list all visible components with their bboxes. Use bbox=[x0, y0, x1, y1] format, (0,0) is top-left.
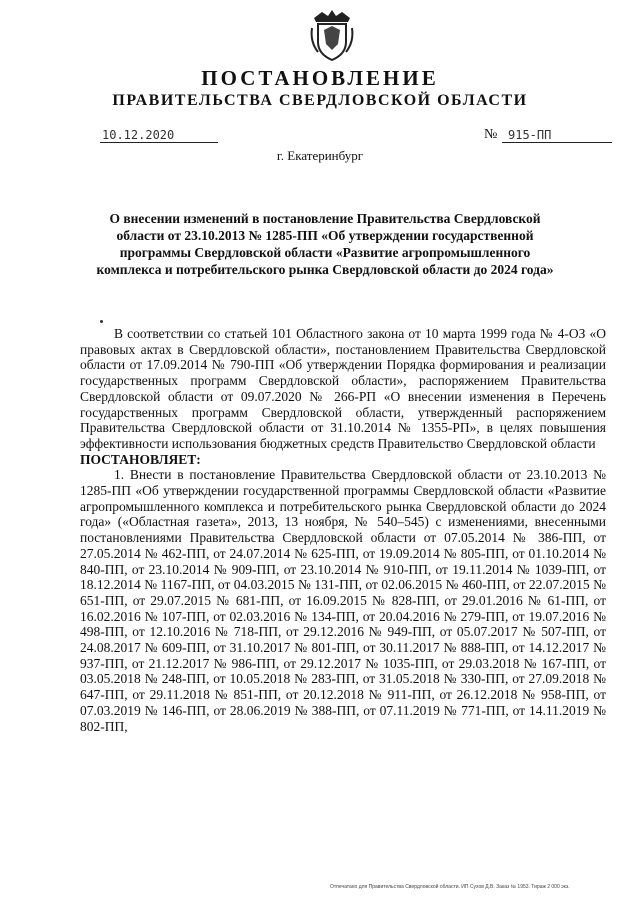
number-sign: № bbox=[484, 127, 498, 142]
preamble-paragraph: В соответствии со статьей 101 Областного закона от 10 марта 1999 года № 4-ОЗ «О правовых актах в Свердловской области», постановлением Правительства Свердловской области от 17.09.2014 № 790-ПП «Об утверждении Порядка формирования и реализации государственных программ Свердловской области», распоряжением Правительства Свердловской области от 09.07.2020 № 266-РП «О внесении изменения в Перечень государственных программ Свердловской области, утвержденный распоряжением Правительства Свердловской области от 31.10.2014 № 1355-РП», в целях повышения эффективности использования бюджетных средств Правительство Свердловской области bbox=[80, 326, 606, 451]
resolves-label: ПОСТАНОВЛЯЕТ: bbox=[80, 451, 201, 467]
issuer-title: ПРАВИТЕЛЬСТВА СВЕРДЛОВСКОЙ ОБЛАСТИ bbox=[112, 92, 528, 109]
item-1-paragraph: 1. Внести в постановление Правительства Свердловской области от 23.10.2013 № 1285-ПП «Об утверждении государственной программы Свердловской области «Развитие агропромышленного комплекса и потребительского рынка Свердловской области до 2024 года» («Областная газета», 2013, 13 ноября, № 540–545) с изменениями, внесенными постановлениями Правительства Свердловской области от 07.05.2014 № 386-ПП, от 27.05.2014 № 462-ПП, от 24.07.2014 № 625-ПП, от 19.09.2014 № 805-ПП, от 01.10.2014 № 840-ПП, от 23.10.2014 № 909-ПП, от 23.10.2014 № 910-ПП, от 19.11.2014 № 1039-ПП, от 18.12.2014 № 1167-ПП, от 04.03.2015 № 131-ПП, от 02.06.2015 № 460-ПП, от 22.07.2015 № 651-ПП, от 29.07.2015 № 681-ПП, от 16.09.2015 № 828-ПП, от 29.01.2016 № 61-ПП, от 16.02.2016 № 107-ПП, от 02.03.2016 № 134-ПП, от 20.04.2016 № 279-ПП, от 19.07.2016 № 498-ПП, от 12.10.2016 № 718-ПП, от 29.12.2016 № 949-ПП, от 05.07.2017 № 507-ПП, от 24.08.2017 № 609-ПП, от 31.10.2017 № 801-ПП, от 30.11.2017 № 888-ПП, от 14.12.2017 № 937-ПП, от 21.12.2017 № 986-ПП, от 29.12.2017 № 1035-ПП, от 29.03.2018 № 167-ПП, от 03.05.2018 № 248-ПП, от 10.05.2018 № 283-ПП, от 31.05.2018 № 330-ПП, от 27.09.2018 № 647-ПП, от 29.11.2018 № 851-ПП, от 20.12.2018 № 911-ПП, от 26.12.2018 № 958-ПП, от 07.03.2019 № 146-ПП, от 28.06.2019 № 388-ПП, от 07.11.2019 № 771-ПП, от 14.11.2019 № 802-ПП, bbox=[80, 467, 606, 734]
scan-speck bbox=[100, 320, 103, 323]
city-label: г. Екатеринбург bbox=[276, 148, 364, 163]
coat-of-arms-icon bbox=[308, 8, 356, 64]
document-type-title: ПОСТАНОВЛЕНИЕ bbox=[201, 66, 439, 90]
printer-imprint: Отпечатано для Правительства Свердловской области. ИП Сухов Д.В. Заказ № 1953. Тираж 2 000 экз. bbox=[330, 884, 570, 890]
document-heading: О внесении изменений в постановление Правительства Свердловской области от 23.10.2013 № 1285-ПП «Об утверждении государственной программы Свердловской области «Развитие агропромышленного комплекса и потребительского рынка Свердловской области до 2024 года» bbox=[96, 211, 554, 277]
document-number: 915-ПП bbox=[502, 128, 612, 143]
document-body bbox=[80, 326, 606, 734]
document-date: 10.12.2020 bbox=[100, 128, 218, 143]
